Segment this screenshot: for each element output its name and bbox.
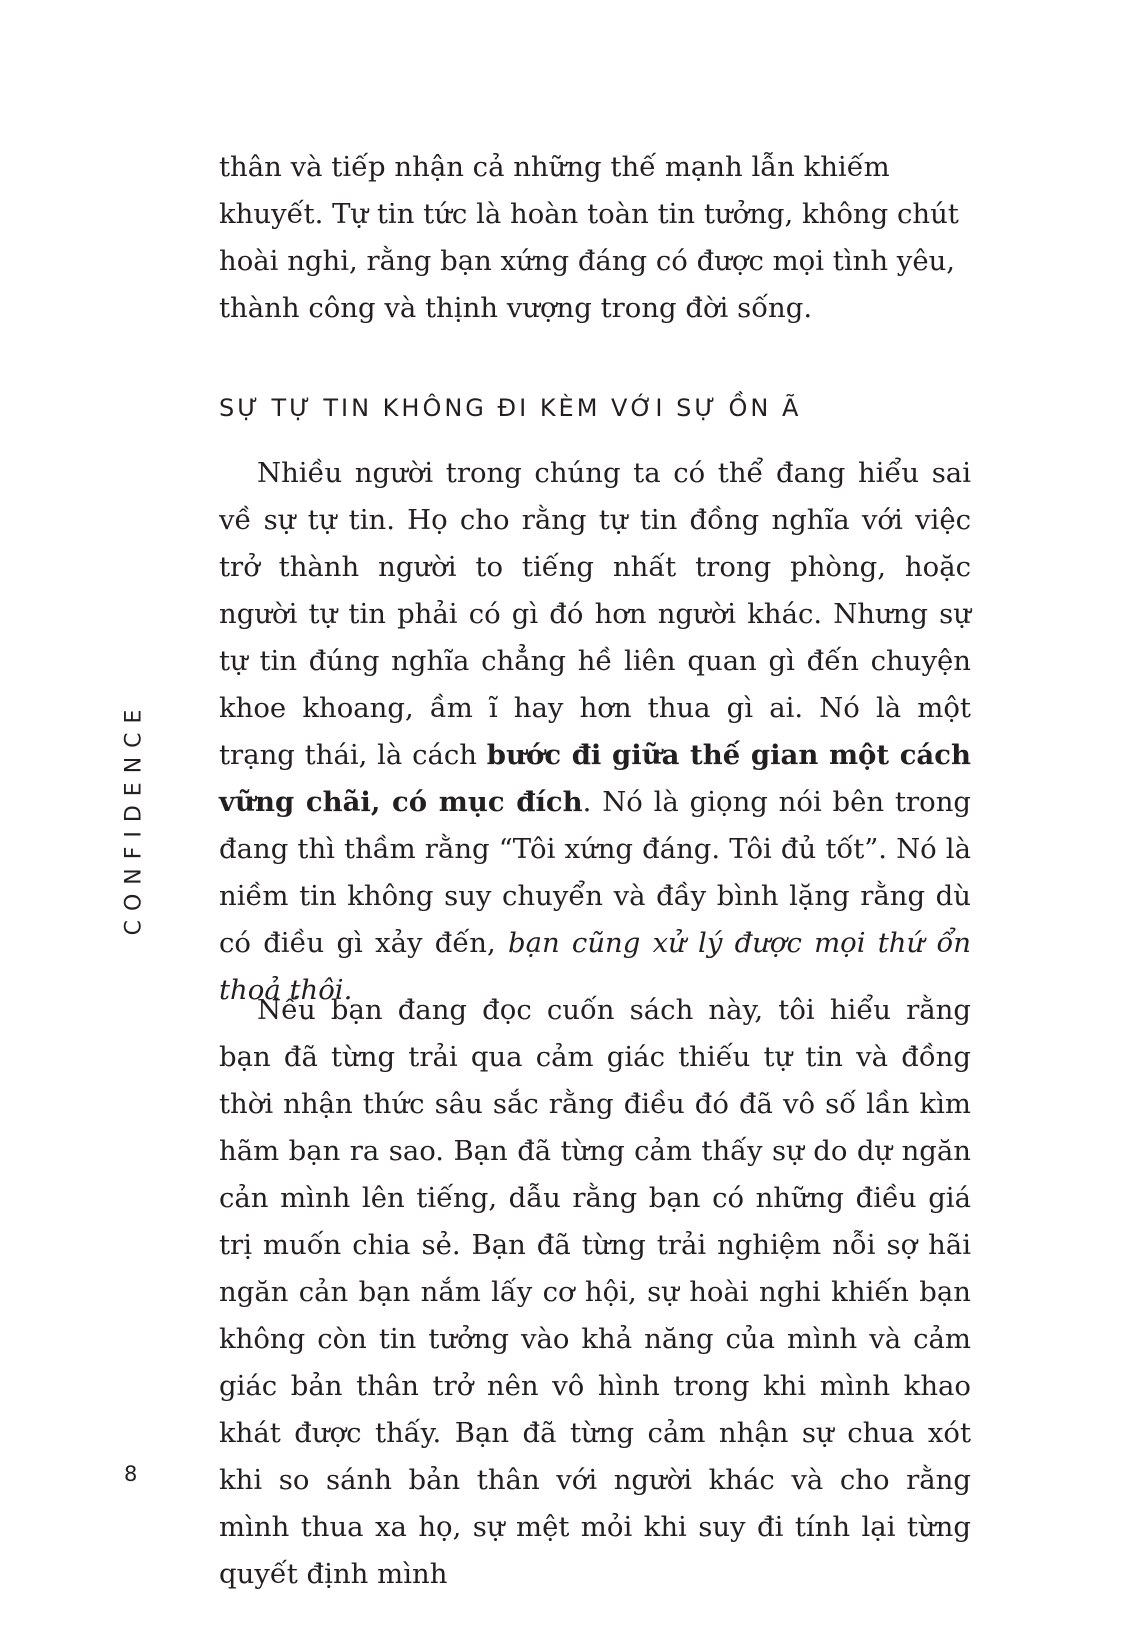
section-heading: SỰ TỰ TIN KHÔNG ĐI KÈM VỚI SỰ ỒN Ã	[219, 394, 802, 422]
paragraph-1-text-a: Nhiều người trong chúng ta có thể đang hiểu sai về sự tự tin. Họ cho rằng tự tin đồng nghĩa với việc trở thành người to tiếng nhất trong phòng, hoặc người tự tin phải có gì đó hơn người khác. Nhưng sự tự tin đúng nghĩa chẳng hề liên quan gì đến chuyện khoe khoang, ầm ĩ hay hơn thua gì ai. Nó là một trạng thái, là cách	[219, 457, 971, 771]
paragraph-continued: thân và tiếp nhận cả những thế mạnh lẫn khiếm khuyết. Tự tin tức là hoàn toàn tin tưởng, không chút hoài nghi, rằng bạn xứng đáng có được mọi tình yêu, thành công và thịnh vượng trong đời sống.	[219, 151, 959, 324]
running-title: CONFIDENCE	[121, 700, 147, 936]
paragraph-1	[219, 450, 971, 1014]
paragraph-1-italic-phrase: bạn cũng xử lý được mọi thứ ổn thoả thôi.	[219, 927, 971, 1006]
paragraph-1-bold-phrase: bước đi giữa thế gian một cách vững chãi, có mục đích	[219, 739, 971, 818]
paragraph-1-text-b: . Nó là giọng nói bên trong đang thì thầm rằng “Tôi xứng đáng. Tôi đủ tốt”. Nó là niềm tin không suy chuyển và đầy bình lặng rằng dù có điều gì xảy đến,	[219, 786, 972, 959]
paragraph-2: Nếu bạn đang đọc cuốn sách này, tôi hiểu rằng bạn đã từng trải qua cảm giác thiếu tự tin và đồng thời nhận thức sâu sắc rằng điều đó đã vô số lần kìm hãm bạn ra sao. Bạn đã từng cảm thấy sự do dự ngăn cản mình lên tiếng, dẫu rằng bạn có những điều giá trị muốn chia sẻ. Bạn đã từng trải nghiệm nỗi sợ hãi ngăn cản bạn nắm lấy cơ hội, sự hoài nghi khiến bạn không còn tin tưởng vào khả năng của mình và cảm giác bản thân trở nên vô hình trong khi mình khao khát được thấy. Bạn đã từng cảm nhận sự chua xót khi so sánh bản thân với người khác và cho rằng mình thua xa họ, sự mệt mỏi khi suy đi tính lại từng quyết định mình	[219, 994, 971, 1590]
page-number: 8	[124, 1462, 138, 1486]
